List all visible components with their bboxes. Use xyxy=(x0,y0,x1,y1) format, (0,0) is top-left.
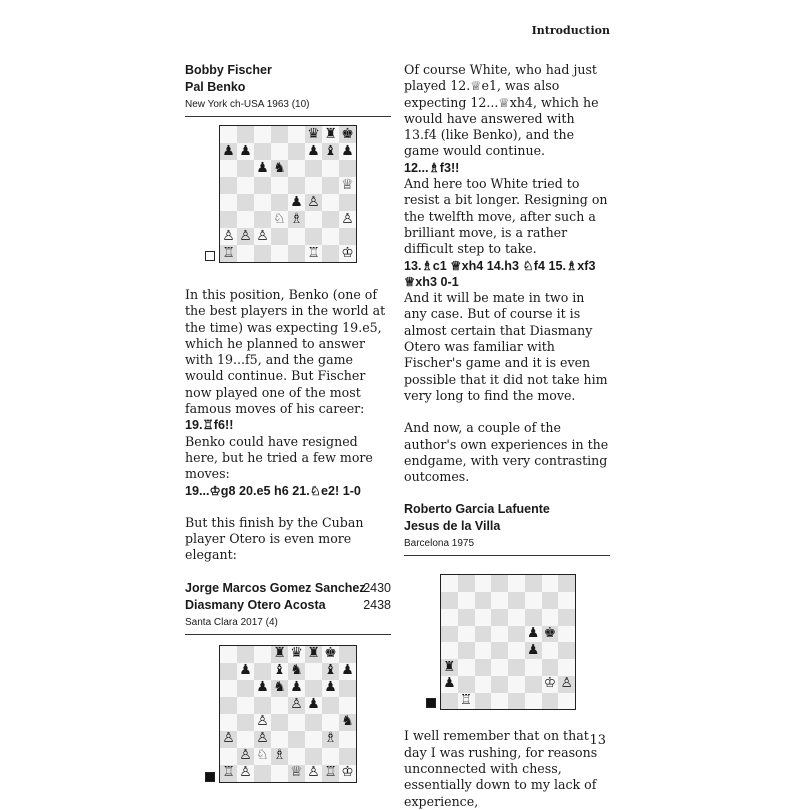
chess-piece: ♖ xyxy=(222,244,235,261)
chess-piece: ♙ xyxy=(222,730,235,747)
game2-black-rating: 2438 xyxy=(363,597,391,612)
chess-piece: ♛ xyxy=(290,645,303,662)
board-square xyxy=(458,693,475,710)
paragraph: And now, a couple of the author's own experiences in the endgame, with very contrasting outcomes. xyxy=(404,420,609,485)
board-square xyxy=(322,663,339,680)
board-square xyxy=(475,609,492,626)
board-square xyxy=(525,609,542,626)
board-square xyxy=(220,177,237,194)
board-square xyxy=(339,714,356,731)
board-square xyxy=(491,626,508,643)
chess-piece: ♗ xyxy=(324,730,337,747)
game1-event: New York ch-USA 1963 (10) xyxy=(185,98,391,117)
board-square xyxy=(288,663,305,680)
chess-piece: ♞ xyxy=(273,159,286,176)
board-square xyxy=(271,646,288,663)
board-square xyxy=(339,731,356,748)
board-square xyxy=(441,642,458,659)
board-square xyxy=(458,609,475,626)
chess-piece: ♟ xyxy=(222,142,235,159)
game2-event: Santa Clara 2017 (4) xyxy=(185,616,391,635)
board-square xyxy=(525,693,542,710)
board-square xyxy=(220,194,237,211)
board-square xyxy=(322,126,339,143)
board-square xyxy=(288,714,305,731)
chess-piece: ♜ xyxy=(324,125,337,142)
game2-white-player: Jorge Marcos Gomez Sanchez 2430 xyxy=(185,580,391,595)
board-square xyxy=(339,245,356,262)
chess-piece: ♙ xyxy=(256,713,269,730)
board-square xyxy=(288,245,305,262)
board-square xyxy=(339,126,356,143)
chess-piece: ♙ xyxy=(341,210,354,227)
board-square xyxy=(339,765,356,782)
board-square xyxy=(288,126,305,143)
board-square xyxy=(322,680,339,697)
board-square xyxy=(254,714,271,731)
chess-piece: ♚ xyxy=(341,125,354,142)
chess-piece: ♙ xyxy=(560,675,573,692)
board-square xyxy=(322,714,339,731)
board-square xyxy=(288,177,305,194)
board-square xyxy=(237,126,254,143)
board-square xyxy=(558,626,575,643)
board-square xyxy=(322,646,339,663)
board-square xyxy=(441,626,458,643)
board-square xyxy=(475,676,492,693)
chess-piece: ♖ xyxy=(307,244,320,261)
chess-piece: ♚ xyxy=(324,645,337,662)
board-square xyxy=(322,211,339,228)
board-square xyxy=(220,714,237,731)
board-square xyxy=(542,693,559,710)
board-square xyxy=(508,693,525,710)
board-square xyxy=(508,659,525,676)
board-square xyxy=(525,575,542,592)
board-square xyxy=(254,194,271,211)
board-square xyxy=(339,680,356,697)
board-square xyxy=(525,642,542,659)
game3-diagram xyxy=(404,556,610,709)
board-square xyxy=(508,609,525,626)
board-square xyxy=(254,646,271,663)
chess-piece: ♗ xyxy=(273,747,286,764)
board-square xyxy=(220,765,237,782)
board-square xyxy=(288,680,305,697)
board-square xyxy=(458,592,475,609)
board-square xyxy=(339,160,356,177)
board-square xyxy=(254,177,271,194)
chess-piece: ♟ xyxy=(239,142,252,159)
board-square xyxy=(220,211,237,228)
board-square xyxy=(237,663,254,680)
board-square xyxy=(322,160,339,177)
board-square xyxy=(254,680,271,697)
board-square xyxy=(237,143,254,160)
board-square xyxy=(220,680,237,697)
board-square xyxy=(525,592,542,609)
board-square xyxy=(558,676,575,693)
paragraph: But this finish by the Cuban player Otero is even more elegant: xyxy=(185,514,364,563)
chess-piece: ♖ xyxy=(459,692,473,709)
board-square xyxy=(271,143,288,160)
board-square xyxy=(558,693,575,710)
chess-piece: ♛ xyxy=(307,125,320,142)
board-square xyxy=(305,143,322,160)
board-square xyxy=(322,245,339,262)
board-square xyxy=(558,609,575,626)
board-square xyxy=(237,697,254,714)
board-square xyxy=(458,626,475,643)
board-square xyxy=(237,731,254,748)
game1-black-player: Pal Benko xyxy=(185,80,246,94)
chess-piece: ♖ xyxy=(222,764,235,781)
board-square xyxy=(322,697,339,714)
board-square xyxy=(254,245,271,262)
board-square xyxy=(542,575,559,592)
game3-black-player: Jesus de la Villa xyxy=(404,519,501,534)
board-square xyxy=(237,160,254,177)
chess-piece: ♙ xyxy=(307,764,320,781)
board-square xyxy=(322,143,339,160)
right-column xyxy=(404,62,610,810)
black-to-move-indicator xyxy=(426,698,436,708)
move-line: 19.♖f6!! xyxy=(185,418,234,433)
board-square xyxy=(237,646,254,663)
board-square xyxy=(305,765,322,782)
board-square xyxy=(271,126,288,143)
chess-piece: ♙ xyxy=(256,730,269,747)
board-square xyxy=(305,646,322,663)
board-square xyxy=(288,211,305,228)
chess-piece: ♝ xyxy=(273,662,286,679)
board-square xyxy=(441,676,458,693)
board-square xyxy=(339,177,356,194)
board-square xyxy=(220,697,237,714)
board-square xyxy=(491,676,508,693)
board-square xyxy=(271,228,288,245)
chess-piece: ♔ xyxy=(341,764,354,781)
chess-piece: ♟ xyxy=(341,142,354,159)
board-square xyxy=(305,748,322,765)
board-square xyxy=(237,228,254,245)
chess-board-3 xyxy=(440,574,576,710)
board-square xyxy=(254,126,271,143)
chess-piece: ♟ xyxy=(290,679,303,696)
paragraph: And here too White tried to resist a bit longer. Resigning on the twelfth move, after such a brilliant move, is a rather difficult step to take. xyxy=(404,176,608,257)
board-square xyxy=(271,731,288,748)
board-square xyxy=(271,748,288,765)
board-square xyxy=(305,714,322,731)
chess-piece: ♜ xyxy=(443,658,456,675)
board-square xyxy=(305,680,322,697)
chess-piece: ♔ xyxy=(341,244,354,261)
board-square xyxy=(220,126,237,143)
board-square xyxy=(558,642,575,659)
chess-board-2 xyxy=(219,645,357,783)
board-square xyxy=(508,575,525,592)
board-square xyxy=(305,663,322,680)
move-line: 19...♔g8 20.e5 h6 21.♘e2! 1-0 xyxy=(185,483,361,498)
board-square xyxy=(475,626,492,643)
game2-black-player: Diasmany Otero Acosta 2438 xyxy=(185,597,391,612)
board-square xyxy=(237,748,254,765)
board-square xyxy=(491,609,508,626)
board-square xyxy=(288,748,305,765)
board-square xyxy=(220,143,237,160)
board-square xyxy=(254,211,271,228)
board-square xyxy=(542,626,559,643)
board-square xyxy=(288,143,305,160)
board-square xyxy=(542,642,559,659)
board-square xyxy=(339,697,356,714)
paragraph: In this position, Benko (one of the best players in the world at the time) was expecting 19.e5, which he planned to answer with 19...f5, and the game would continue. But Fischer now played one of the most famous moves of his career: xyxy=(185,287,386,417)
board-square xyxy=(254,731,271,748)
board-square xyxy=(271,680,288,697)
board-square xyxy=(491,693,508,710)
board-square xyxy=(508,592,525,609)
move-line: 13.♗c1 ♕xh4 14.h3 ♘f4 15.♗xf3 ♕xh3 0-1 xyxy=(404,258,596,289)
chess-piece: ♟ xyxy=(526,625,540,642)
chess-piece: ♗ xyxy=(290,210,303,227)
board-square xyxy=(322,194,339,211)
board-square xyxy=(491,659,508,676)
board-square xyxy=(542,676,559,693)
chess-piece: ♜ xyxy=(273,645,286,662)
chess-piece: ♟ xyxy=(239,662,252,679)
chess-piece: ♘ xyxy=(256,747,269,764)
board-square xyxy=(322,748,339,765)
board-square xyxy=(542,592,559,609)
board-square xyxy=(305,731,322,748)
board-square xyxy=(271,194,288,211)
board-square xyxy=(288,160,305,177)
board-square xyxy=(254,663,271,680)
board-square xyxy=(542,659,559,676)
board-square xyxy=(558,575,575,592)
board-square xyxy=(220,663,237,680)
game3-event: Barcelona 1975 xyxy=(404,537,610,556)
chess-piece: ♟ xyxy=(256,679,269,696)
page-number: 13 xyxy=(589,733,606,748)
board-square xyxy=(237,714,254,731)
board-square xyxy=(322,731,339,748)
chess-board-1 xyxy=(219,125,357,263)
board-square xyxy=(458,676,475,693)
board-square xyxy=(271,697,288,714)
board-square xyxy=(254,748,271,765)
board-square xyxy=(254,228,271,245)
chess-piece: ♟ xyxy=(443,675,456,692)
board-square xyxy=(458,659,475,676)
board-square xyxy=(441,575,458,592)
board-square xyxy=(475,659,492,676)
board-square xyxy=(254,765,271,782)
board-square xyxy=(339,748,356,765)
chess-piece: ♕ xyxy=(290,764,303,781)
board-square xyxy=(271,765,288,782)
board-square xyxy=(271,177,288,194)
board-square xyxy=(220,228,237,245)
board-square xyxy=(220,646,237,663)
chess-piece: ♙ xyxy=(239,747,252,764)
chess-piece: ♙ xyxy=(290,696,303,713)
board-square xyxy=(237,177,254,194)
board-square xyxy=(237,765,254,782)
board-square xyxy=(491,592,508,609)
board-square xyxy=(237,680,254,697)
white-to-move-indicator xyxy=(205,251,215,261)
chess-piece: ♔ xyxy=(543,675,557,692)
board-square xyxy=(271,714,288,731)
chess-piece: ♝ xyxy=(324,662,337,679)
board-square xyxy=(441,693,458,710)
board-square xyxy=(339,646,356,663)
board-square xyxy=(288,228,305,245)
board-square xyxy=(508,626,525,643)
board-square xyxy=(508,676,525,693)
board-square xyxy=(322,228,339,245)
chess-piece: ♙ xyxy=(256,227,269,244)
board-square xyxy=(458,642,475,659)
chess-piece: ♜ xyxy=(307,645,320,662)
board-square xyxy=(475,592,492,609)
chess-piece: ♙ xyxy=(307,193,320,210)
board-square xyxy=(220,748,237,765)
board-square xyxy=(491,642,508,659)
board-square xyxy=(339,211,356,228)
board-square xyxy=(441,659,458,676)
board-square xyxy=(525,626,542,643)
chess-piece: ♙ xyxy=(239,227,252,244)
board-square xyxy=(339,228,356,245)
board-square xyxy=(237,211,254,228)
paragraph: I well remember that on that day I was rushing, for reasons unconnected with chess, essentially down to my lack of experience, xyxy=(404,728,598,809)
game1-white-player: Bobby Fischer xyxy=(185,63,272,77)
left-column xyxy=(185,62,391,805)
chess-piece: ♖ xyxy=(324,764,337,781)
chess-piece: ♞ xyxy=(341,713,354,730)
board-square xyxy=(322,177,339,194)
board-square xyxy=(525,676,542,693)
board-square xyxy=(271,663,288,680)
board-square xyxy=(305,245,322,262)
move-line: 12...♗f3!! xyxy=(404,160,460,175)
chess-piece: ♕ xyxy=(341,176,354,193)
paragraph: Of course White, who had just played 12.♕e1, was also expecting 12...♕xh4, which he would have answered with 13.f4 (like Benko), and the game would continue. xyxy=(404,62,599,159)
chess-piece: ♟ xyxy=(307,142,320,159)
chess-piece: ♙ xyxy=(239,764,252,781)
board-square xyxy=(271,211,288,228)
chess-piece: ♙ xyxy=(222,227,235,244)
board-square xyxy=(305,211,322,228)
board-square xyxy=(288,731,305,748)
board-square xyxy=(339,194,356,211)
board-square xyxy=(525,659,542,676)
game2-diagram xyxy=(185,635,391,805)
paragraph: Benko could have resigned here, but he tried a few more moves: xyxy=(185,433,373,482)
chess-piece: ♘ xyxy=(273,210,286,227)
chess-piece: ♚ xyxy=(543,625,557,642)
board-square xyxy=(288,646,305,663)
board-square xyxy=(237,245,254,262)
chess-piece: ♞ xyxy=(273,679,286,696)
game2-white-rating: 2430 xyxy=(363,580,391,595)
chess-piece: ♟ xyxy=(307,696,320,713)
chapter-header: Introduction xyxy=(531,24,610,37)
paragraph: And it will be mate in two in any case. But of course it is almost certain that Diasmany Otero was familiar with Fischer's game and it is even possible that it did not take him very long to find the move. xyxy=(404,290,608,403)
black-to-move-indicator xyxy=(205,772,215,782)
board-square xyxy=(305,697,322,714)
board-square xyxy=(458,575,475,592)
board-square xyxy=(305,228,322,245)
chess-piece: ♞ xyxy=(290,662,303,679)
chess-piece: ♟ xyxy=(256,159,269,176)
game3-white-player: Roberto Garcia Lafuente xyxy=(404,502,550,517)
board-square xyxy=(322,765,339,782)
board-square xyxy=(271,245,288,262)
board-square xyxy=(305,160,322,177)
board-square xyxy=(254,160,271,177)
board-square xyxy=(288,697,305,714)
chess-piece: ♟ xyxy=(324,679,337,696)
board-square xyxy=(305,194,322,211)
board-square xyxy=(491,575,508,592)
board-square xyxy=(254,143,271,160)
board-square xyxy=(237,194,254,211)
board-square xyxy=(508,642,525,659)
game1-diagram xyxy=(185,117,391,287)
board-square xyxy=(475,693,492,710)
board-square xyxy=(305,126,322,143)
chess-piece: ♟ xyxy=(290,193,303,210)
chess-piece: ♟ xyxy=(341,662,354,679)
board-square xyxy=(339,143,356,160)
board-square xyxy=(220,160,237,177)
board-square xyxy=(288,765,305,782)
board-square xyxy=(558,659,575,676)
board-square xyxy=(542,609,559,626)
board-square xyxy=(254,697,271,714)
board-square xyxy=(339,663,356,680)
board-square xyxy=(220,245,237,262)
board-square xyxy=(288,194,305,211)
chess-piece: ♟ xyxy=(526,641,540,658)
board-square xyxy=(475,575,492,592)
board-square xyxy=(441,609,458,626)
board-square xyxy=(305,177,322,194)
board-square xyxy=(220,731,237,748)
board-square xyxy=(475,642,492,659)
board-square xyxy=(558,592,575,609)
board-square xyxy=(441,592,458,609)
board-square xyxy=(271,160,288,177)
chess-piece: ♝ xyxy=(324,142,337,159)
